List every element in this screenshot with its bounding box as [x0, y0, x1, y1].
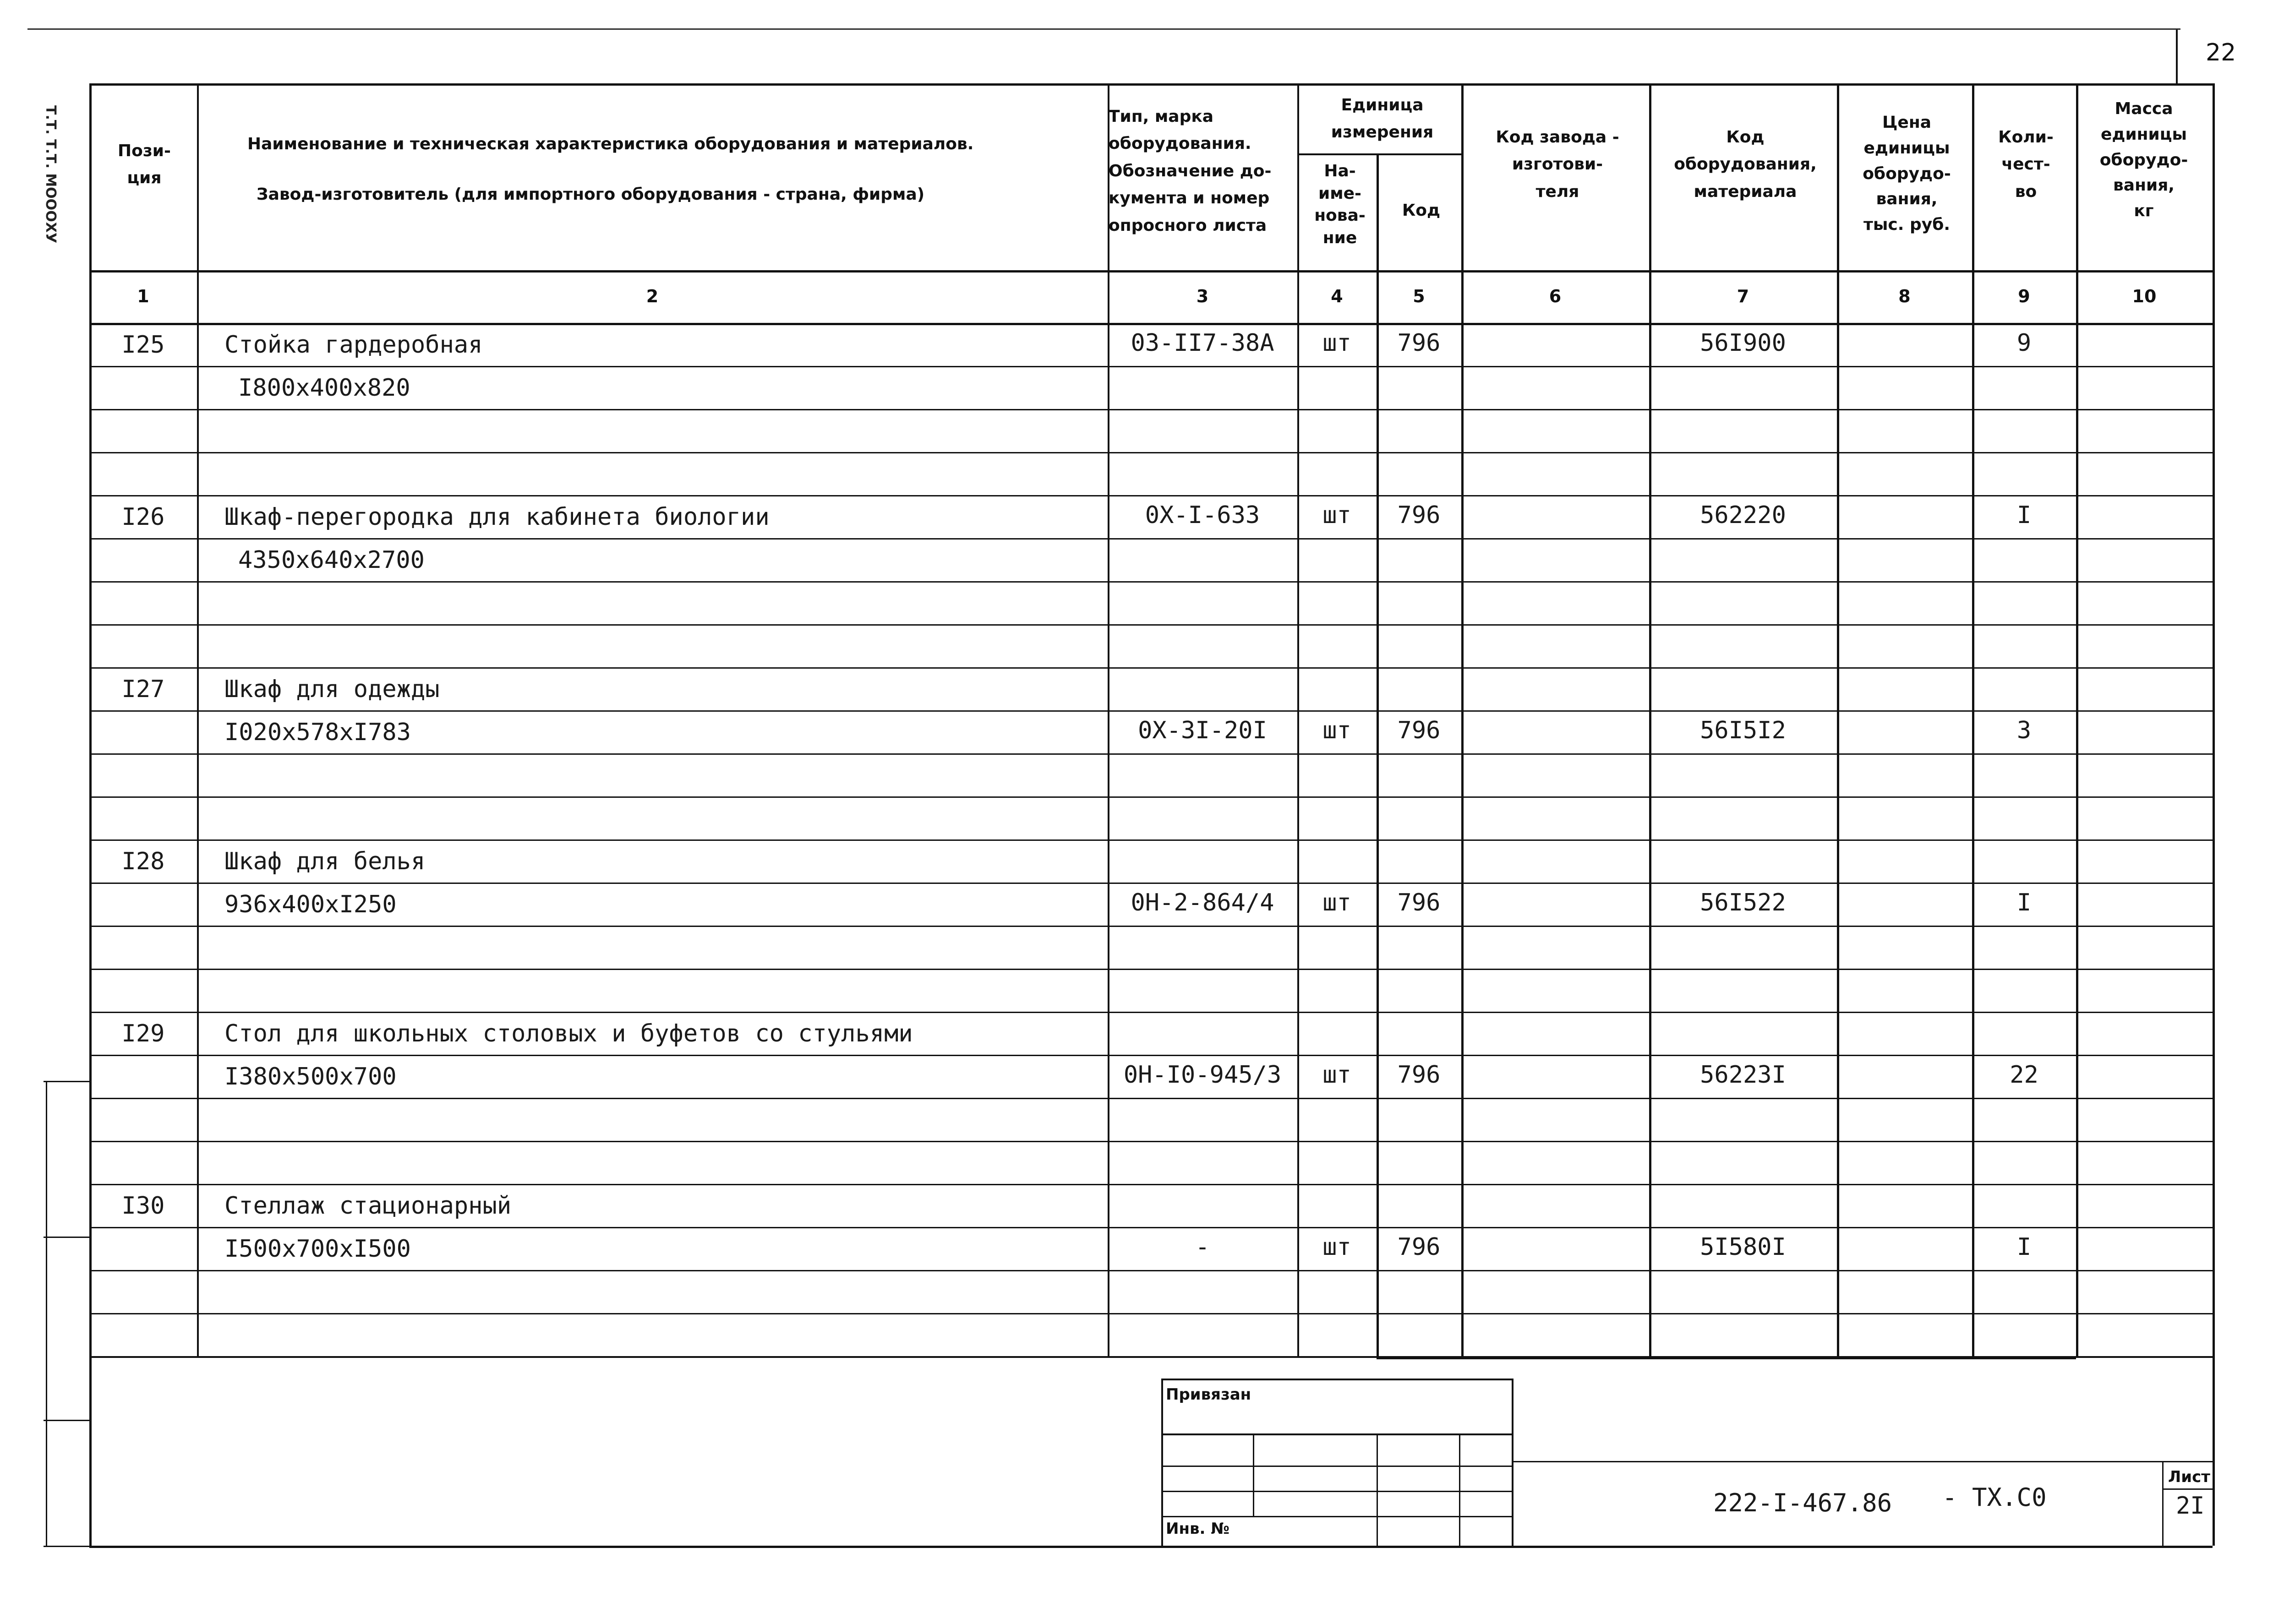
row-line: [89, 839, 2213, 841]
position-cell: I28: [121, 848, 165, 875]
sheet-box-line: [2176, 28, 2178, 83]
unit-code-cell: 796: [1397, 329, 1441, 357]
item-name-cell: Шкаф для белья: [224, 848, 426, 875]
row-line: [89, 581, 2213, 583]
type-cell: 0X-3I-20I: [1138, 717, 1267, 744]
header-type: Тип, марка оборудования. Обозначение до- кумента и номер опросного листа: [1109, 107, 1272, 235]
column-number: 8: [1898, 286, 1911, 306]
unit-code-cell: 796: [1397, 889, 1441, 916]
unit-code-cell: 796: [1397, 1233, 1441, 1261]
row-line: [89, 1141, 2213, 1142]
row-line: [89, 796, 2213, 798]
stamp-line: [1512, 1461, 2213, 1462]
row-line: [89, 926, 2213, 927]
row-line: [89, 1098, 2213, 1099]
row-line: [89, 1227, 2213, 1228]
header-bottom-border: [89, 270, 2213, 272]
item-name-cell: Шкаф-перегородка для кабинета биологии: [224, 503, 770, 531]
column-line: [197, 83, 199, 1356]
position-cell: I25: [121, 331, 165, 359]
column-number: 1: [137, 286, 149, 306]
column-number: 6: [1549, 286, 1562, 306]
position-cell: I29: [121, 1020, 165, 1047]
row-line: [89, 1012, 2213, 1013]
stamp-line: [1377, 1433, 1378, 1546]
unit-name-cell: шт: [1322, 1233, 1351, 1261]
row-line: [89, 366, 2213, 367]
row-line: [89, 409, 2213, 410]
header-equipment-code: Код оборудования, материала: [1674, 128, 1817, 201]
item-dimensions-cell: I020x578xI783: [224, 719, 411, 746]
position-cell: I26: [121, 503, 165, 531]
header-unit: Единица измерения: [1331, 96, 1434, 142]
stamp-line: [2162, 1488, 2213, 1490]
number-row-border: [89, 323, 2213, 325]
item-name-cell: Стеллаж стационарный: [224, 1192, 512, 1220]
table-top-border: [89, 83, 2213, 86]
item-name-cell: Шкаф для одежды: [224, 676, 440, 703]
unit-name-cell: шт: [1322, 501, 1351, 529]
quantity-cell: 9: [2016, 329, 2032, 357]
item-dimensions-cell: 4350x640x2700: [238, 546, 425, 574]
unit-code-cell: 796: [1397, 501, 1441, 529]
equipment-code-cell: 562220: [1700, 501, 1786, 529]
stamp-line: [1161, 1379, 1163, 1546]
unit-name-cell: шт: [1322, 889, 1351, 916]
stamp-sheet-label: Лист: [2168, 1468, 2210, 1486]
position-cell: I30: [121, 1192, 165, 1220]
quantity-cell: 22: [2010, 1061, 2038, 1089]
document-number: 222-I-467.86: [1713, 1488, 1892, 1517]
side-stamp-line: [44, 1420, 89, 1421]
side-margin-text: Т.Т. Т.Т. МОООХУ: [43, 105, 59, 243]
row-line: [89, 710, 2213, 712]
side-stamp-line: [44, 1081, 89, 1082]
header-name-line2: Завод-изготовитель (для импортного оборудования - страна, фирма): [257, 185, 925, 204]
row-line: [89, 1184, 2213, 1185]
document-suffix: - TX.C0: [1942, 1483, 2047, 1512]
column-line: [1461, 83, 1464, 1356]
equipment-code-cell: 5I580I: [1700, 1233, 1786, 1261]
header-quantity: Коли- чест- во: [1998, 128, 2054, 201]
stamp-line: [1253, 1433, 1254, 1516]
side-stamp-line: [46, 1081, 47, 1546]
unit-name-cell: шт: [1322, 717, 1351, 744]
header-name-line1: Наименование и техническая характеристика оборудования и материалов.: [247, 135, 974, 153]
header-mass: Масса единицы оборудо- вания, кг: [2099, 99, 2188, 221]
row-line: [89, 883, 2213, 884]
row-line: [89, 538, 2213, 540]
column-line: [2076, 83, 2078, 1356]
bottom-frame-line: [89, 1546, 2213, 1548]
column-number: 2: [646, 286, 659, 306]
row-line: [89, 1313, 2213, 1314]
frame-top-line: [27, 28, 2180, 30]
column-line: [1837, 83, 1839, 1356]
item-dimensions-cell: I380x500x700: [224, 1063, 397, 1090]
stamp-line: [1161, 1379, 1512, 1380]
equipment-code-cell: 56I900: [1700, 329, 1786, 357]
column-number: 7: [1737, 286, 1749, 306]
row-line: [89, 1270, 2213, 1271]
stamp-line: [1459, 1433, 1460, 1546]
unit-name-cell: шт: [1322, 1061, 1351, 1089]
header-unit-code: Код: [1402, 201, 1441, 220]
stamp-inv-label: Инв. №: [1166, 1520, 1230, 1538]
stamp-sheet-value: 2I: [2176, 1492, 2205, 1520]
type-cell: 03-II7-38A: [1131, 329, 1274, 357]
unit-code-cell: 796: [1397, 1061, 1441, 1089]
sheet-number-top: 22: [2206, 39, 2236, 66]
column-number: 4: [1331, 286, 1343, 306]
column-number: 5: [1413, 286, 1425, 306]
type-cell: -: [1195, 1233, 1210, 1261]
quantity-cell: I: [2016, 889, 2032, 916]
header-price: Цена единицы оборудо- вания, тыс. руб.: [1863, 113, 1951, 234]
row-line: [89, 667, 2213, 669]
column-number: 9: [2018, 286, 2030, 306]
item-dimensions-cell: I800x400x820: [238, 374, 410, 402]
row-line: [89, 753, 2213, 755]
side-stamp-line: [44, 1546, 89, 1547]
equipment-code-cell: 56I5I2: [1700, 717, 1786, 744]
row-line: [89, 969, 2213, 970]
table-bottom-border: [89, 1356, 2213, 1358]
quantity-cell: 3: [2016, 717, 2032, 744]
unit-subheader-line: [1297, 153, 1461, 155]
type-cell: 0H-I0-945/3: [1123, 1061, 1282, 1089]
header-position: Пози- ция: [118, 142, 171, 188]
row-line: [89, 452, 2213, 453]
type-cell: 0X-I-633: [1145, 501, 1260, 529]
position-cell: I27: [121, 676, 165, 703]
row-line: [89, 495, 2213, 496]
quantity-cell: I: [2016, 1233, 2032, 1261]
item-name-cell: Стол для школьных столовых и буфетов со стульями: [224, 1020, 913, 1047]
equipment-code-cell: 56223I: [1700, 1061, 1786, 1089]
frame-right-line: [2213, 83, 2215, 1356]
stamp-bound-label: Привязан: [1166, 1385, 1251, 1404]
column-number: 3: [1196, 286, 1209, 306]
side-stamp-line: [44, 1237, 89, 1238]
row-line: [89, 1055, 2213, 1056]
quantity-cell: I: [2016, 501, 2032, 529]
item-dimensions-cell: I500x700xI500: [224, 1235, 411, 1263]
stamp-line: [2162, 1461, 2164, 1546]
frame-right-line-lower: [2213, 1356, 2215, 1546]
header-factory-code: Код завода - изготови- теля: [1496, 128, 1619, 201]
unit-code-cell: 796: [1397, 717, 1441, 744]
item-name-cell: Стойка гардеробная: [224, 331, 483, 359]
equipment-code-cell: 56I522: [1700, 889, 1786, 916]
item-dimensions-cell: 936x400xI250: [224, 891, 397, 918]
stamp-line: [1512, 1379, 1514, 1546]
header-unit-name: На- име- нова- ние: [1314, 162, 1366, 247]
column-number: 10: [2132, 286, 2157, 306]
type-cell: 0H-2-864/4: [1131, 889, 1274, 916]
unit-name-cell: шт: [1322, 329, 1351, 357]
row-line: [89, 624, 2213, 626]
